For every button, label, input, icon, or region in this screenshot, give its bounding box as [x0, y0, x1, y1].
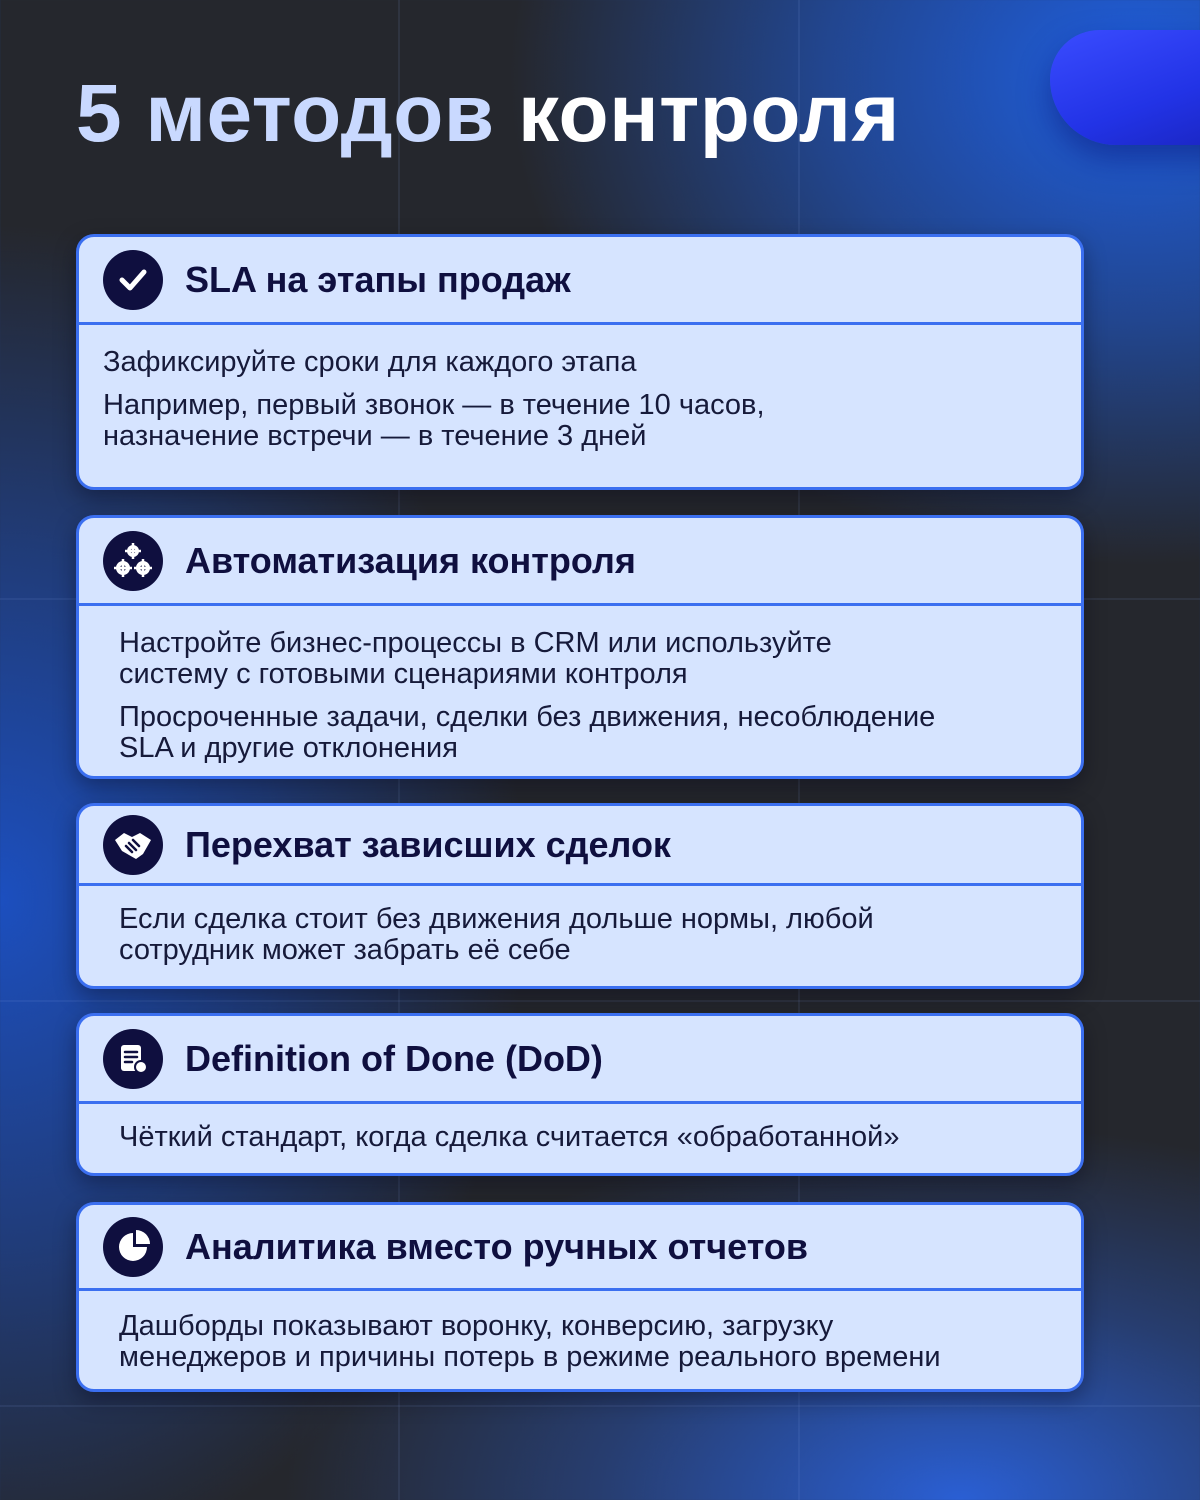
method-card-intercept	[76, 803, 1084, 989]
card-body	[79, 325, 1081, 452]
card-title: Перехват зависших сделок	[185, 823, 671, 865]
card-header	[79, 1016, 1081, 1104]
grid-line	[0, 1000, 1200, 1002]
method-card-dod	[76, 1013, 1084, 1176]
handshake-icon	[103, 815, 163, 875]
gears-icon	[103, 531, 163, 591]
card-text: Чёткий стандарт, когда сделка считается «обработанной»	[119, 1121, 900, 1153]
document-icon	[103, 1029, 163, 1089]
method-card-sla	[76, 234, 1084, 490]
card-header	[79, 518, 1081, 606]
grid-line	[0, 1405, 1200, 1407]
method-card-analytics	[76, 1202, 1084, 1392]
card-body	[79, 1104, 1081, 1153]
pie-chart-icon	[103, 1217, 163, 1277]
title-light: 5 методов	[76, 68, 495, 159]
title-bold: контроля	[518, 68, 900, 159]
card-header	[79, 1205, 1081, 1291]
card-header	[79, 237, 1081, 325]
card-text: Настройте бизнес-процессы в CRM или используйте систему с готовыми сценариями контроля	[119, 627, 832, 690]
check-icon	[103, 250, 163, 310]
card-body	[79, 886, 1081, 966]
card-body	[79, 606, 1081, 764]
card-header	[79, 806, 1081, 886]
card-text: Например, первый звонок — в течение 10 часов, назначение встречи — в течение 3 дней	[103, 389, 765, 452]
card-title: Автоматизация контроля	[185, 539, 636, 581]
card-body	[79, 1291, 1081, 1373]
card-title: SLA на этапы продаж	[185, 258, 571, 300]
card-text: Если сделка стоит без движения дольше нормы, любой сотрудник может забрать её себе	[119, 903, 874, 966]
card-text: Просроченные задачи, сделки без движения, несоблюдение SLA и другие отклонения	[119, 701, 936, 764]
method-card-automation	[76, 515, 1084, 779]
card-text: Зафиксируйте сроки для каждого этапа	[103, 346, 637, 378]
card-title: Аналитика вместо ручных отчетов	[185, 1225, 808, 1267]
decorative-3d-shape	[1050, 30, 1200, 145]
card-text: Дашборды показывают воронку, конверсию, загрузку менеджеров и причины потерь в режиме реального времени	[119, 1310, 941, 1373]
page-title	[76, 64, 900, 164]
card-title: Definition of Done (DoD)	[185, 1037, 603, 1079]
